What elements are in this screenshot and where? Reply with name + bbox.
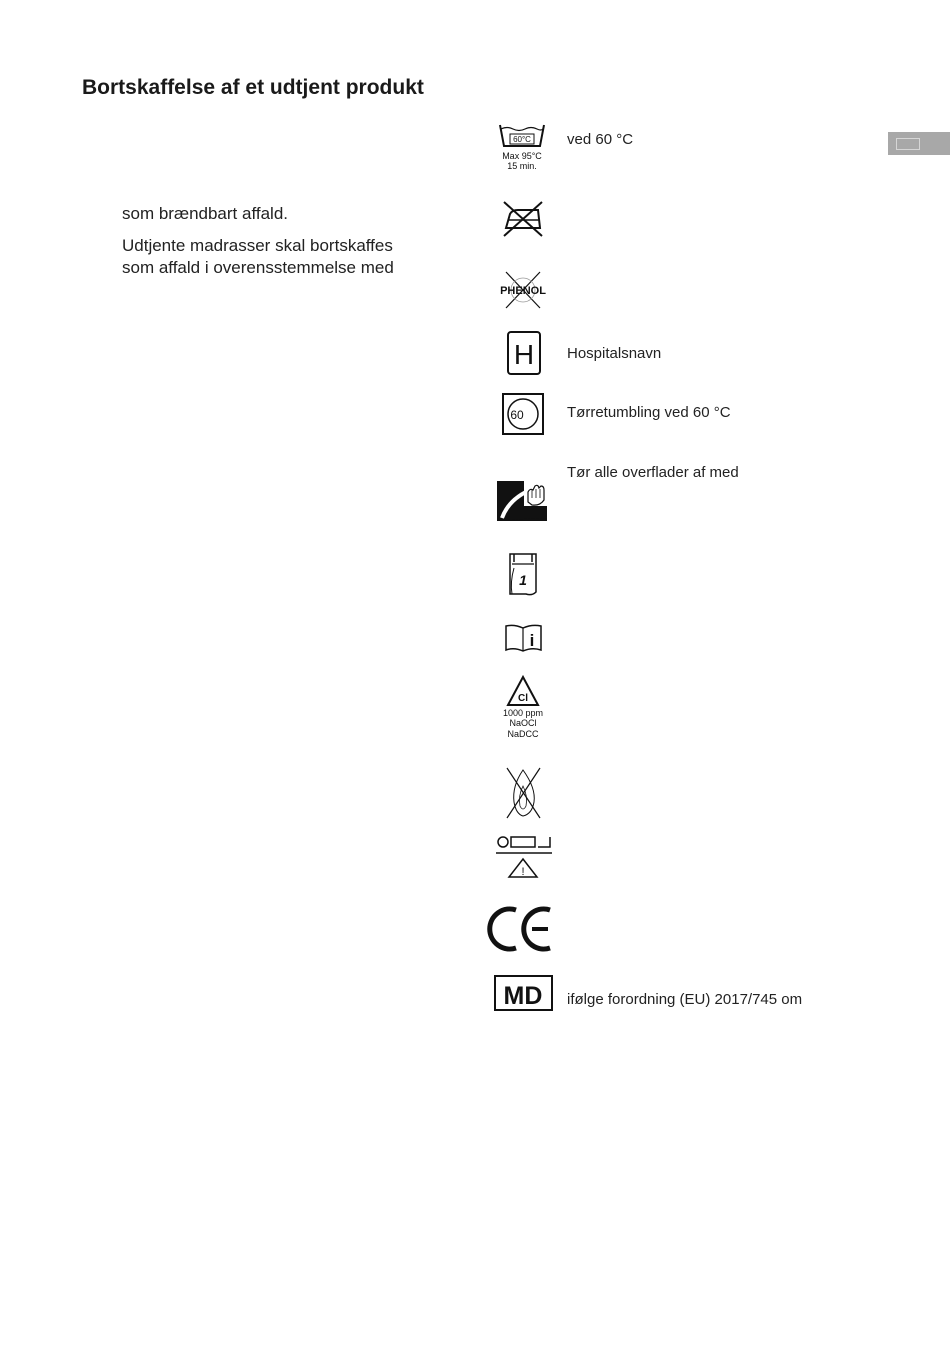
no-phenol-icon — [492, 268, 554, 312]
svg-text:NaOCl: NaOCl — [509, 718, 537, 728]
svg-text:1000 ppm: 1000 ppm — [502, 708, 544, 718]
left-text-line-1: som brændbart affald. — [122, 204, 288, 223]
svg-text:Cl: Cl — [518, 693, 528, 704]
warning-icon — [492, 833, 554, 881]
svg-text:Max 95°C: Max 95°C — [502, 151, 542, 161]
chlorine-icon — [492, 675, 554, 743]
svg-text:!: ! — [521, 866, 525, 878]
svg-text:i: i — [529, 631, 535, 650]
md-caption: ifølge forordning (EU) 2017/745 om — [567, 991, 803, 1008]
svg-text:MD: MD — [503, 982, 543, 1010]
page-title: Bortskaffelse af et udtjent produkt — [82, 76, 424, 99]
medical-device-icon — [492, 974, 554, 1014]
hospital-icon — [492, 330, 554, 376]
svg-text:60: 60 — [510, 408, 524, 422]
svg-text:60°C: 60°C — [513, 135, 531, 144]
wipe-surfaces-icon — [492, 478, 554, 524]
calendar-icon — [492, 550, 554, 600]
wipe-caption: Tør alle overflader af med — [567, 464, 739, 481]
svg-text:1: 1 — [519, 572, 527, 588]
svg-text:PHENOL: PHENOL — [500, 285, 546, 297]
ce-mark-icon — [492, 906, 554, 952]
tumble-dry-60-icon — [492, 392, 554, 438]
svg-text:H: H — [513, 339, 535, 370]
no-flame-icon — [492, 764, 554, 822]
language-tab[interactable] — [888, 132, 950, 155]
hospital-caption: Hospitalsnavn — [567, 345, 662, 362]
do-not-iron-icon — [492, 198, 554, 242]
wash-caption: ved 60 °C — [567, 131, 634, 148]
consult-instructions-icon — [492, 622, 554, 654]
left-text-line-3: som affald i overensstemmelse med — [122, 258, 394, 277]
left-text-line-2: Udtjente madrasser skal bortskaffes — [122, 236, 393, 255]
svg-text:NaDCC: NaDCC — [507, 729, 539, 739]
svg-text:15 min.: 15 min. — [507, 161, 537, 171]
tumble-dry-caption: Tørretumbling ved 60 °C — [567, 404, 731, 421]
wash-60-icon — [492, 120, 554, 176]
